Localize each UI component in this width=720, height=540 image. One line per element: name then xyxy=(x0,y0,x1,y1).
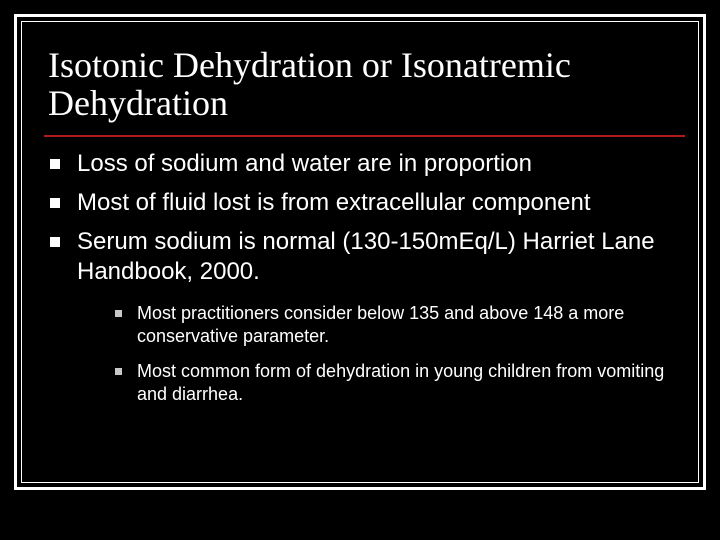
title-divider xyxy=(44,135,685,137)
bullet-text: Serum sodium is normal (130-150mEq/L) Harriet Lane Handbook, 2000. xyxy=(77,228,655,285)
bullet-text: Loss of sodium and water are in proportion xyxy=(77,150,532,177)
bullet-text: Most of fluid lost is from extracellular component xyxy=(77,189,591,216)
sub-bullet-item xyxy=(77,360,678,406)
slide-title: Isotonic Dehydration or Isonatremic Dehydration xyxy=(48,45,571,123)
sub-bullet-list xyxy=(77,302,678,406)
sub-bullet-text: Most common form of dehydration in young children from vomiting and diarrhea. xyxy=(137,361,665,404)
sub-bullet-text: Most practitioners consider below 135 and above 148 a more conservative parameter. xyxy=(137,303,625,346)
bullet-item xyxy=(48,227,678,406)
square-bullet-icon xyxy=(50,159,60,169)
square-bullet-icon xyxy=(50,237,60,247)
square-bullet-icon xyxy=(50,198,60,208)
bullet-item xyxy=(48,188,678,218)
sub-bullet-item xyxy=(77,302,678,348)
bullet-list xyxy=(48,149,678,418)
bullet-item xyxy=(48,149,678,179)
square-sub-bullet-icon xyxy=(115,368,122,375)
square-sub-bullet-icon xyxy=(115,310,122,317)
